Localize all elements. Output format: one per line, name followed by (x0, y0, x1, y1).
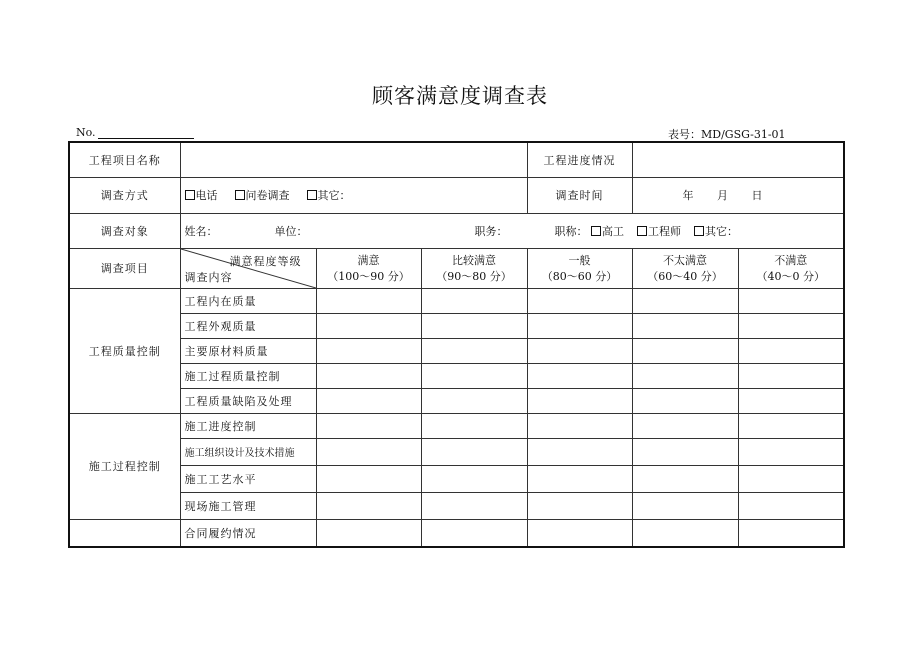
item-label: 现场施工管理 (180, 492, 316, 519)
rating-cell[interactable] (738, 338, 844, 363)
rating-cell[interactable] (316, 288, 421, 313)
method-phone-checkbox[interactable]: 电话 (185, 189, 218, 202)
rating-cell[interactable] (738, 313, 844, 338)
rating-cell[interactable] (527, 388, 632, 413)
level-header-unsatisfied: 不满意 （40～0 分） (738, 248, 844, 288)
name-label: 姓名： (184, 224, 218, 238)
group-process-control: 施工过程控制 (69, 413, 180, 519)
rating-cell[interactable] (421, 313, 527, 338)
level-header: 满意程度等级 (229, 254, 302, 268)
survey-method-options (180, 177, 527, 213)
item-label: 工程外观质量 (180, 313, 316, 338)
rating-cell[interactable] (421, 519, 527, 547)
month-label: 月 (717, 189, 728, 202)
contract-group-cell (69, 519, 180, 547)
rating-cell[interactable] (632, 288, 738, 313)
rating-cell[interactable] (632, 363, 738, 388)
rating-cell[interactable] (421, 288, 527, 313)
form-number: 表号：MD/GSG-31-01 (668, 128, 786, 141)
rating-cell[interactable] (421, 338, 527, 363)
title-other-checkbox[interactable]: 其它： (694, 225, 738, 238)
rating-cell[interactable] (738, 413, 844, 438)
rating-cell[interactable] (632, 388, 738, 413)
rating-cell[interactable] (527, 413, 632, 438)
rating-cell[interactable] (421, 465, 527, 492)
serial-number-blank[interactable] (98, 127, 194, 139)
rating-cell[interactable] (421, 413, 527, 438)
serial-number-label: No. (76, 126, 96, 139)
level-header-not-very-satisfied: 不太满意 （60～40 分） (632, 248, 738, 288)
method-other-checkbox[interactable]: 其它： (307, 189, 351, 202)
level-header-average: 一般 （80～60 分） (527, 248, 632, 288)
rating-cell[interactable] (421, 388, 527, 413)
year-label: 年 (682, 189, 694, 202)
rating-cell[interactable] (527, 313, 632, 338)
day-label: 日 (751, 189, 763, 202)
rating-cell[interactable] (527, 363, 632, 388)
rating-cell[interactable] (316, 388, 421, 413)
survey-item-label: 调查项目 (69, 248, 180, 288)
rating-cell[interactable] (738, 519, 844, 547)
rating-cell[interactable] (632, 413, 738, 438)
rating-cell[interactable] (316, 313, 421, 338)
level-header-satisfied: 满意 （100～90 分） (316, 248, 421, 288)
item-label-contract: 合同履约情况 (180, 519, 316, 547)
survey-time-field[interactable] (632, 177, 844, 213)
unit-label: 单位： (274, 224, 308, 238)
rating-cell[interactable] (527, 338, 632, 363)
rating-cell[interactable] (316, 438, 421, 465)
rating-cell[interactable] (421, 363, 527, 388)
title-senior-engineer-checkbox[interactable]: 高工 (591, 225, 624, 238)
rating-cell[interactable] (632, 465, 738, 492)
rating-cell[interactable] (527, 519, 632, 547)
project-name-label: 工程项目名称 (69, 142, 180, 177)
rating-cell[interactable] (316, 492, 421, 519)
rating-cell[interactable] (316, 465, 421, 492)
rating-cell[interactable] (527, 288, 632, 313)
item-label: 工程内在质量 (180, 288, 316, 313)
rating-cell[interactable] (316, 519, 421, 547)
rating-cell[interactable] (632, 519, 738, 547)
rating-cell[interactable] (632, 492, 738, 519)
rating-cell[interactable] (738, 388, 844, 413)
content-header: 调查内容 (184, 270, 233, 284)
item-label: 主要原材料质量 (180, 338, 316, 363)
rating-cell[interactable] (421, 438, 527, 465)
item-label: 工程质量缺陷及处理 (180, 388, 316, 413)
title-label: 职称： (554, 224, 588, 238)
rating-cell[interactable] (738, 492, 844, 519)
project-progress-label: 工程进度情况 (527, 142, 632, 177)
item-label: 施工组织设计及技术措施 (180, 438, 316, 465)
rating-cell[interactable] (738, 465, 844, 492)
rating-cell[interactable] (316, 363, 421, 388)
group-quality-control: 工程质量控制 (69, 288, 180, 413)
survey-target-label: 调查对象 (69, 213, 180, 248)
item-label: 施工进度控制 (180, 413, 316, 438)
item-label: 施工工艺水平 (180, 465, 316, 492)
survey-target-field[interactable] (180, 213, 844, 248)
diagonal-header-cell (180, 248, 316, 288)
project-name-field[interactable] (180, 142, 527, 177)
position-label: 职务： (474, 224, 508, 238)
rating-cell[interactable] (527, 465, 632, 492)
rating-cell[interactable] (738, 363, 844, 388)
rating-cell[interactable] (527, 492, 632, 519)
rating-cell[interactable] (738, 288, 844, 313)
survey-time-label: 调查时间 (527, 177, 632, 213)
rating-cell[interactable] (632, 313, 738, 338)
level-header-fairly-satisfied: 比较满意 （90～80 分） (421, 248, 527, 288)
method-questionnaire-checkbox[interactable]: 问卷调查 (235, 189, 290, 202)
survey-table (68, 141, 845, 548)
item-label: 施工过程质量控制 (180, 363, 316, 388)
rating-cell[interactable] (421, 492, 527, 519)
rating-cell[interactable] (316, 338, 421, 363)
rating-cell[interactable] (632, 438, 738, 465)
form-title: 顾客满意度调查表 (372, 84, 548, 108)
title-engineer-checkbox[interactable]: 工程师 (637, 225, 681, 238)
rating-cell[interactable] (738, 438, 844, 465)
rating-cell[interactable] (632, 338, 738, 363)
rating-cell[interactable] (316, 413, 421, 438)
rating-cell[interactable] (527, 438, 632, 465)
serial-number (76, 126, 194, 139)
project-progress-field[interactable] (632, 142, 844, 177)
survey-method-label: 调查方式 (69, 177, 180, 213)
